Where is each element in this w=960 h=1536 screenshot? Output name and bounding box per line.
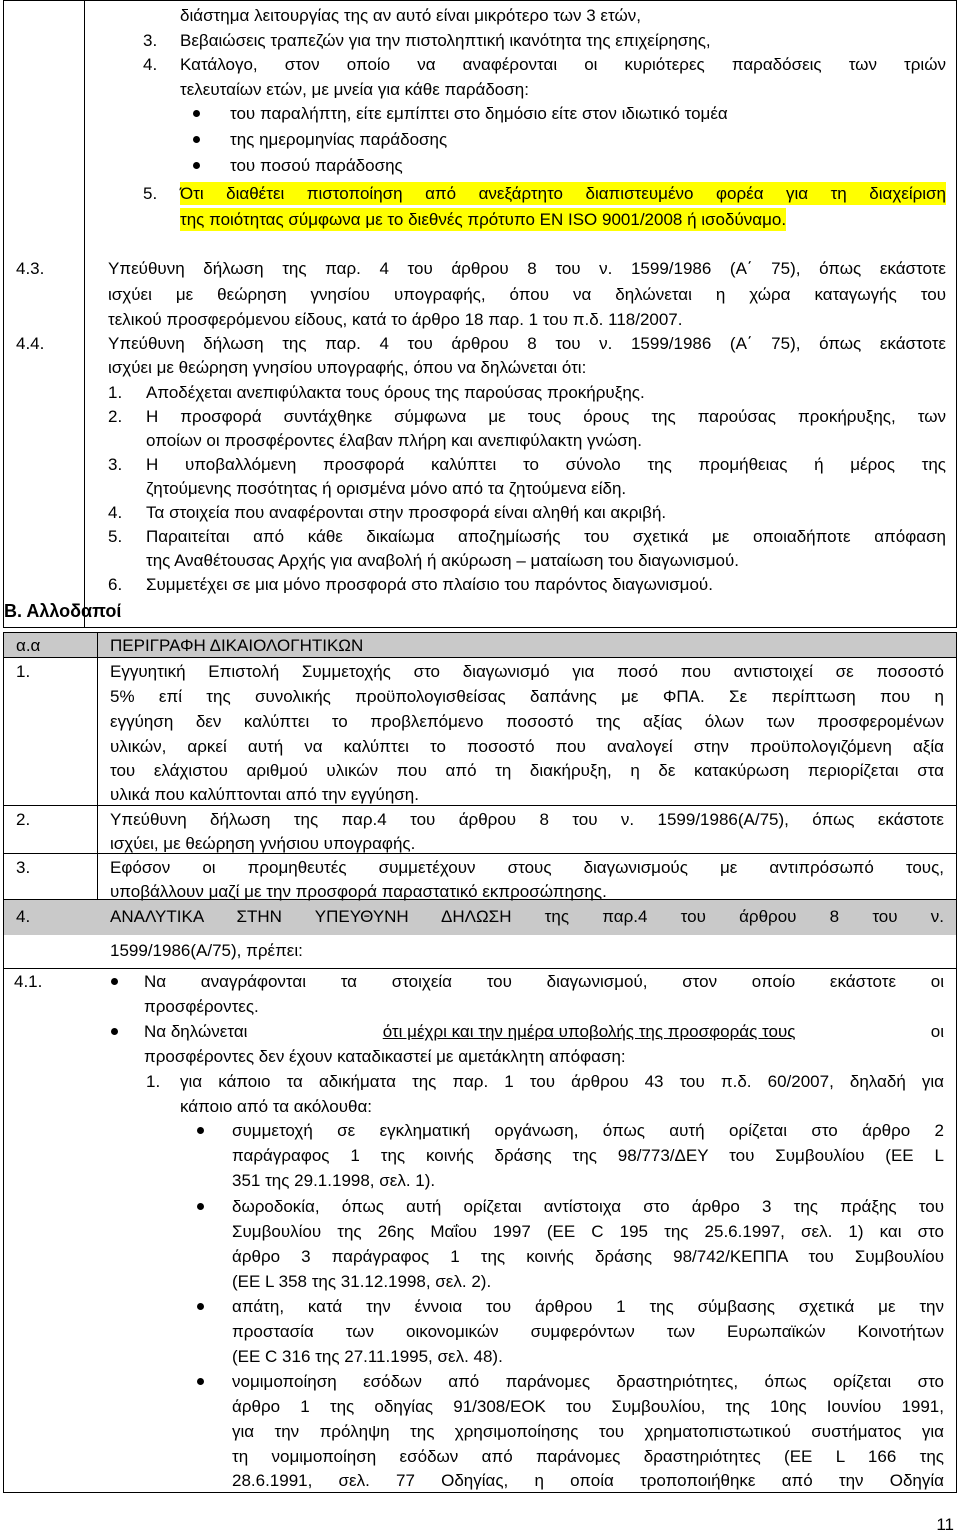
item4-line2: τελευταίων ετών, με μνεία για κάθε παράδοση: [180, 80, 529, 99]
row-4-number: 4. [16, 907, 31, 926]
row-1-line5: του ελάχιστου αριθμού υλικών που από τη διακήρυξη, η δε κατακύρωση περιορίζεται στα [110, 761, 944, 780]
offence-3-line1: απάτη, κατά την έννοια του άρθρου 1 της σύμβασης σχετικά με την [232, 1297, 944, 1316]
item5-line1-highlighted: Ότι διαθέτει πιστοποίηση από ανεξάρτητο διαπιστευμένο φορέα για τη διαχείριση [180, 182, 946, 205]
delivery-bullet-3: του ποσού παράδοσης [230, 156, 403, 175]
offence-1-line2: παράγραφος 1 της κοινής δράσης της 98/773/ΔΕΥ του Συμβουλίου (ΕΕ L [232, 1146, 944, 1165]
bullet-icon [193, 110, 200, 117]
offence-1-line1: συμμετοχή σε εγκληματική οργάνωση, όπως αυτή ορίζεται στο άρθρο 2 [232, 1121, 944, 1140]
offence-2-line3: άρθρο 3 παράγραφος 1 της κοινής δράσης 98/742/ΚΕΠΠΑ του Συμβουλίου [232, 1247, 944, 1266]
declaration-4-number: 4. [108, 503, 123, 522]
offence-4-line1: νομιμοποίηση εσόδων από παράνομες δραστηριότητες, όπως ορίζεται στο [232, 1372, 944, 1391]
item4-number: 4. [143, 55, 158, 74]
section-4-3-line3: τελικού προσφερόμενου είδους, κατά το άρθρο 18 παρ. 1 του π.δ. 118/2007. [108, 310, 683, 329]
declaration-3-line1: Η υποβαλλόμενη προσφορά καλύπτει το σύνολο της προμήθειας ή μέρος της [146, 455, 946, 474]
section-4-3-line2: ισχύει με θεώρηση γνησίου υπογραφής, όπου να δηλώνεται η χώρα καταγωγής του [108, 285, 946, 304]
declaration-3-number: 3. [108, 455, 123, 474]
offence-2-line4: (ΕΕ L 358 της 31.12.1998, σελ. 2). [232, 1272, 492, 1291]
bullet-icon [111, 978, 118, 985]
declaration-4-text: Τα στοιχεία που αναφέρονται στην προσφορά είναι αληθή και ακριβή. [146, 503, 667, 522]
declaration-5-line1: Παραιτείται από κάθε δικαίωμα αποζημίωσής του σχετικά με οποιαδήποτε απόφαση [146, 527, 946, 546]
row-1-line2: 5% επί της συνολικής προϋπολογισθείσας δαπάνης με ΦΠΑ. Σε περίπτωση που η [110, 687, 944, 706]
row-4-1-number: 4.1. [14, 972, 43, 991]
bullet-2-suffix: οι [930, 1022, 944, 1041]
section-4-4-number: 4.4. [16, 334, 45, 353]
declaration-6-number: 6. [108, 575, 123, 594]
declaration-2-number: 2. [108, 407, 123, 426]
row-3-line1: Εφόσον οι προμηθευτές συμμετέχουν στους διαγωνισμούς με αντιπρόσωπό τους, [110, 858, 944, 877]
delivery-bullet-2: της ημερομηνίας παράδοσης [230, 130, 448, 149]
item5-line2-highlighted: της ποιότητας σύμφωνα με το διεθνές πρότυπο EN ISO 9001/2008 ή ισοδύναμο. [180, 208, 786, 231]
declaration-6-text: Συμμετέχει σε μια μόνο προσφορά στο πλαίσιο του παρόντος διαγωνισμού. [146, 575, 713, 594]
offence-2-line1: δωροδοκία, όπως αυτή ορίζεται αντίστοιχα στο άρθρο 3 της πράξης του [232, 1197, 944, 1216]
page-number: 11 [936, 1515, 954, 1534]
item3-number: 3. [143, 31, 158, 50]
bullet-icon [193, 162, 200, 169]
offence-2-line2: Συμβουλίου της 26ης Μαΐου 1997 (ΕΕ C 195 της 25.6.1997, σελ. 1) και στο [232, 1222, 944, 1241]
offence-4-line4: τη νομιμοποίηση εσόδων από παράνομες δραστηριότητες (ΕΕ L 166 της [232, 1447, 944, 1466]
item3-text: Βεβαιώσεις τραπεζών για την πιστοληπτική ικανότητα της επιχείρησης, [180, 31, 711, 50]
declaration-1-number: 1. [108, 383, 123, 402]
row-1-number: 1. [16, 662, 31, 681]
row-4-line1: ΑΝΑΛΥΤΙΚΑ ΣΤΗΝ ΥΠΕΥΘΥΝΗ ΔΗΛΩΣΗ της παρ.4 του άρθρου 8 του ν. [110, 907, 944, 926]
item2-continuation: διάστημα λειτουργίας της αν αυτό είναι μικρότερο των 3 ετών, [180, 6, 641, 25]
item5-number: 5. [143, 184, 158, 203]
offence-4-line2: άρθρο 1 της οδηγίας 91/308/ΕΟΚ του Συμβουλίου, της 10ης Ιουνίου 1991, [232, 1397, 944, 1416]
offence-1-line3: 351 της 29.1.1998, σελ. 1). [232, 1171, 436, 1190]
declaration-5-line2: της Αναθέτουσας Αρχής για αναβολή ή ακύρωση – ματαίωση του διαγωνισμού. [146, 551, 740, 570]
row-1-line6: υλικά που καλύπτονται από την εγγύηση. [110, 785, 419, 804]
item4-line1: Κατάλογο, στον οποίο να αναφέρονται οι κυριότερες παραδόσεις των τριών [180, 55, 946, 74]
bullet-icon [197, 1203, 204, 1210]
row-2-line2: ισχύει, με θεώρηση γνήσιου υπογραφής. [110, 834, 416, 853]
section-4-4-line1: Υπεύθυνη δήλωση της παρ. 4 του άρθρου 8 του ν. 1599/1986 (Α΄ 75), όπως εκάστοτε [108, 334, 946, 353]
table-header-title: ΠΕΡΙΓΡΑΦΗ ΔΙΚΑΙΟΛΟΓΗΤΙΚΩΝ [110, 636, 364, 655]
offence-list-line1: για κάποιο τα αδικήματα της παρ. 1 του άρθρου 43 του π.δ. 60/2007, δηλαδή για [180, 1072, 944, 1091]
declaration-2-line2: οποίων οι προσφέροντες έλαβαν πλήρη και ανεπιφύλακτη γνώση. [146, 431, 642, 450]
column-divider [84, 1, 85, 627]
row-3-number: 3. [16, 858, 31, 877]
bullet-1-line2: προσφέροντες. [144, 997, 259, 1016]
bullet-2-line1 [144, 1020, 944, 1043]
row-1-line1: Εγγυητική Επιστολή Συμμετοχής στο διαγωνισμό για ποσό που αντιστοιχεί σε ποσοστό [110, 662, 944, 681]
bullet-icon [111, 1028, 118, 1035]
declaration-3-line2: ζητούμενης ποσότητας ή ορισμένα μόνο από τα ζητούμενα είδη. [146, 479, 627, 498]
section-4-3-number: 4.3. [16, 259, 45, 278]
bullet-icon [197, 1303, 204, 1310]
row-divider [4, 968, 956, 969]
section-4-3-line1: Υπεύθυνη δήλωση της παρ. 4 του άρθρου 8 του ν. 1599/1986 (Α΄ 75), όπως εκάστοτε [108, 259, 946, 278]
table-header-number: α.α [16, 636, 41, 655]
offence-4-line5: 28.6.1991, σελ. 77 Οδηγίας, η οποία τροποποιήθηκε από την Οδηγία [232, 1471, 944, 1490]
section-title-foreign: Β. Αλλοδαποί [4, 601, 122, 621]
declaration-2-line1: Η προσφορά συντάχθηκε σύμφωνα με τους όρους της παρούσας προκήρυξης, των [146, 407, 946, 426]
offence-list-number: 1. [146, 1072, 161, 1091]
bullet-2-underlined: ότι μέχρι και την ημέρα υποβολής της προσφοράς τους [382, 1022, 796, 1041]
bullet-2-prefix: Να δηλώνεται [144, 1022, 248, 1041]
row-1-line4: υλικών, αρκεί αυτή να καλύπτει το ποσοστό που αναλογεί στην προϋπολογιζόμενη αξία [110, 737, 944, 756]
row-2-number: 2. [16, 810, 31, 829]
offence-3-line2: προστασία των οικονομικών συμφερόντων των Ευρωπαϊκών Κοινοτήτων [232, 1322, 944, 1341]
bullet-1-line1: Να αναγράφονται τα στοιχεία του διαγωνισμού, στον οποίο εκάστοτε οι [144, 972, 944, 991]
declaration-1-text: Αποδέχεται ανεπιφύλακτα τους όρους της παρούσας προκήρυξης. [146, 383, 645, 402]
row-2-line1: Υπεύθυνη δήλωση της παρ.4 του άρθρου 8 του ν. 1599/1986(Α/75), όπως εκάστοτε [110, 810, 944, 829]
bullet-icon [197, 1127, 204, 1134]
declaration-5-number: 5. [108, 527, 123, 546]
bullet-icon [197, 1378, 204, 1385]
row-4-line2: 1599/1986(Α/75), πρέπει: [110, 941, 303, 960]
section-4-4-line2: ισχύει με θεώρηση γνησίου υπογραφής, όπου να δηλώνεται ότι: [108, 358, 587, 377]
row-1-line3: εγγύηση δεν καλύπτει το προβλεπόμενο ποσοστό της αξίας όλων των προσφερομένων [110, 712, 944, 731]
row-3-line2: υποβάλλουν μαζί με την προσφορά παραστατικό εκπροσώπησης. [110, 882, 607, 901]
bullet-2-line2: προσφέροντες δεν έχουν καταδικαστεί με αμετάκλητη απόφαση: [144, 1047, 626, 1066]
column-divider [97, 633, 98, 899]
offence-4-line3: για την πρόληψη της χρησιμοποίησης του χρηματοπιστωτικού συστήματος για [232, 1422, 944, 1441]
bullet-icon [193, 136, 200, 143]
delivery-bullet-1: του παραλήπτη, είτε εμπίπτει στο δημόσιο είτε στον ιδιωτικό τομέα [230, 104, 728, 123]
offence-list-line2: κάποιο από τα ακόλουθα: [180, 1097, 373, 1116]
offence-3-line3: (ΕΕ C 316 της 27.11.1995, σελ. 48). [232, 1347, 503, 1366]
